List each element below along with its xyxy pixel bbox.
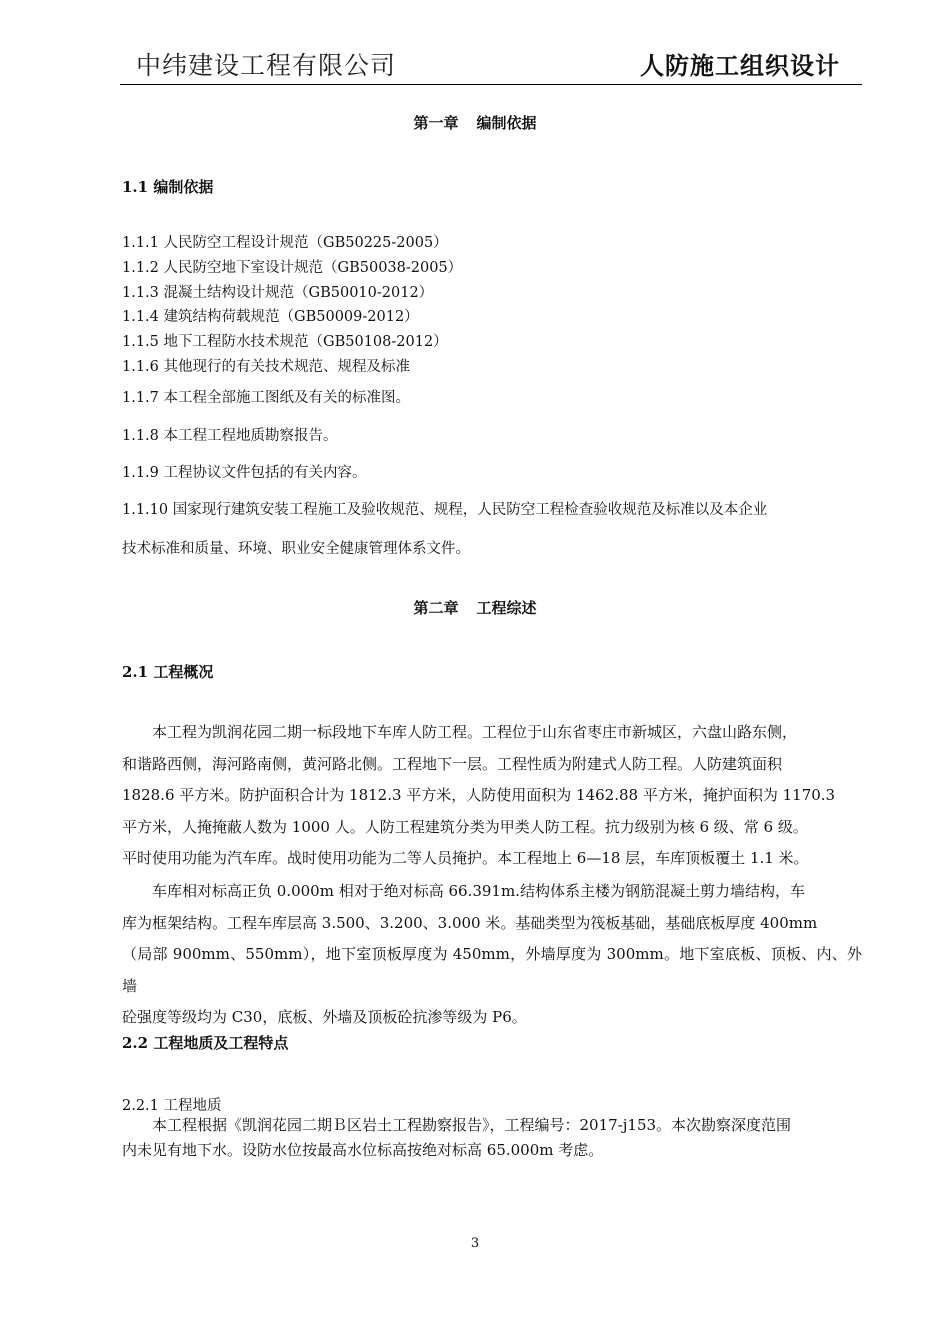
list-item: 1.1.4 建筑结构荷载规范（GB50009-2012） [122, 309, 419, 325]
chapter-2-name: 工程综述 [476, 599, 537, 617]
list-item: 1.1.6 其他现行的有关技术规范、规程及标准 [122, 359, 411, 375]
chapter-2-title [0, 597, 950, 618]
section-1-1-heading: 1.1 编制依据 [122, 178, 214, 196]
paragraph-line: 平方米，人掩掩蔽人数为 1000 人。人防工程建筑分类为甲类人防工程。抗力级别为核 6 级、常 6 级。 [122, 817, 808, 836]
list-item: 1.1.3 混凝土结构设计规范（GB50010-2012） [122, 285, 434, 301]
list-item: 1.1.1 人民防空工程设计规范（GB50225-2005） [122, 235, 448, 251]
list-item: 1.1.10 国家现行建筑安装工程施工及验收规范、规程，人民防空工程检查验收规范及标准以及本企业 [122, 502, 768, 518]
overview-paragraph-1 [122, 717, 862, 875]
header-divider [120, 84, 862, 85]
paragraph-line: 内未见有地下水。设防水位按最高水位标高按绝对标高 65.000m 考虑。 [122, 1141, 604, 1159]
geology-paragraph [122, 1113, 862, 1163]
paragraph-line: 和谐路西侧，海河路南侧，黄河路北侧。工程地下一层。工程性质为附建式人防工程。人防建筑面积 [122, 754, 783, 773]
paragraph-line: 车库相对标高正负 0.000m 相对于绝对标高 66.391m.结构体系主楼为钢筋混凝土剪力墙结构，车 [152, 882, 805, 900]
section-2-2-heading: 2.2 工程地质及工程特点 [122, 1034, 289, 1052]
chapter-1-title [0, 112, 950, 133]
paragraph-line: 1828.6 平方米。防护面积合计为 1812.3 平方米，人防使用面积为 1462.88 平方米，掩护面积为 1170.3 [122, 786, 836, 805]
subsection-2-2-1-heading: 2.2.1 工程地质 [122, 1098, 222, 1114]
list-item-continuation: 技术标准和质量、环境、职业安全健康管理体系文件。 [122, 541, 470, 557]
paragraph-line: 库为框架结构。工程车库层高 3.500、3.200、3.000 米。基础类型为筏板基础，基础底板厚度 400mm [122, 913, 818, 932]
document-title: 人防施工组织设计 [640, 52, 840, 80]
paragraph-line: 平时使用功能为汽车库。战时使用功能为二等人员掩护。本工程地上 6—18 层，车库顶板覆土 1.1 米。 [122, 849, 809, 868]
chapter-1-number: 第一章 [413, 114, 459, 132]
company-name: 中纬建设工程有限公司 [136, 51, 397, 80]
list-item: 1.1.2 人民防空地下室设计规范（GB50038-2005） [122, 260, 463, 276]
list-item: 1.1.7 本工程全部施工图纸及有关的标准图。 [122, 390, 411, 406]
list-item: 1.1.9 工程协议文件包括的有关内容。 [122, 465, 367, 481]
paragraph-line: （局部 900mm、550mm），地下室顶板厚度为 450mm，外墙厚度为 300mm。地下室底板、顶板、内、外墙 [122, 945, 862, 995]
paragraph-line: 本工程为凯润花园二期一标段地下车库人防工程。工程位于山东省枣庄市新城区，六盘山路东侧， [152, 723, 798, 741]
chapter-1-name: 编制依据 [476, 114, 537, 132]
paragraph-line: 砼强度等级均为 C30，底板、外墙及顶板砼抗渗等级为 P6。 [122, 1008, 527, 1027]
chapter-2-number: 第二章 [413, 599, 459, 617]
paragraph-line: 本工程根据《凯润花园二期Ｂ区岩土工程勘察报告》，工程编号：2017-j153。本次勘察深度范围 [152, 1116, 792, 1134]
page-number: 3 [470, 1236, 480, 1251]
overview-paragraph-2 [122, 876, 862, 1034]
list-item: 1.1.5 地下工程防水技术规范（GB50108-2012） [122, 334, 448, 350]
section-2-1-heading: 2.1 工程概况 [122, 663, 214, 681]
list-item: 1.1.8 本工程工程地质勘察报告。 [122, 428, 338, 444]
